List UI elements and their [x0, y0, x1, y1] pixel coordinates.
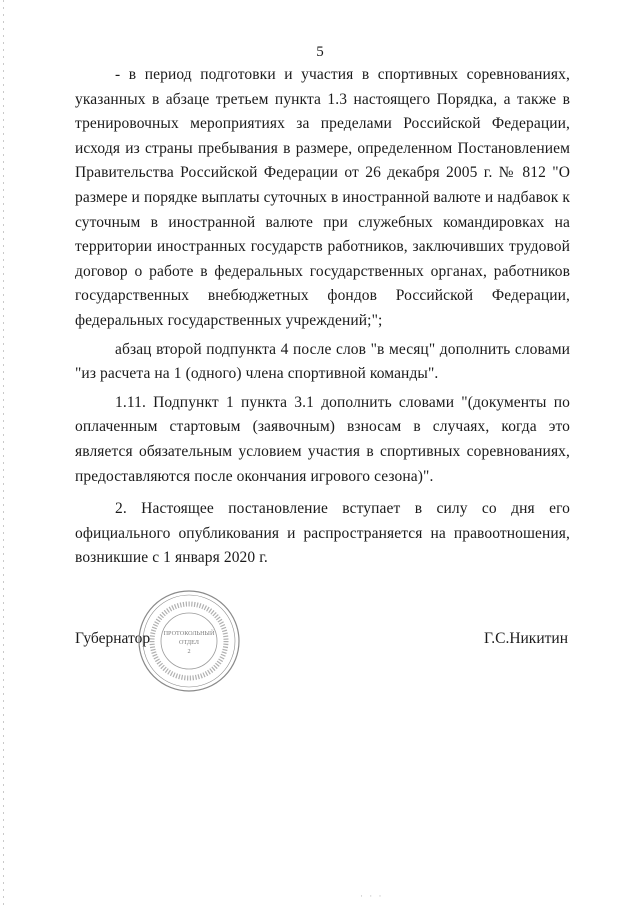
scan-artifact: · · ·	[360, 891, 384, 901]
paragraph-item-1-11: 1.11. Подпункт 1 пункта 3.1 дополнить словами "(документы по оплаченным стартовым (заявочным) взносам в случаях, когда это является обязательным условием участия в спортивных соревнованиях, предоставляются после окончания игрового сезона)".	[75, 393, 570, 485]
signatory-title: Губернатор	[75, 630, 151, 647]
paragraph-subclause-4: абзац второй подпункта 4 после слов "в месяц" дополнить словами "из расчета на 1 (одного) члена спортивной команды".	[75, 340, 570, 383]
page-number: 5	[316, 44, 324, 60]
signatory-name: Г.С.Никитин	[484, 630, 568, 647]
paragraph-daily-allowance: - в период подготовки и участия в спортивных соревнованиях, указанных в абзаце третьем пункта 1.3 настоящего Порядка, а также в тренировочных мероприятиях за пределами Российской Федерации, исходя из страны пребывания в размере, определенном Постановлением Правительства Российской Федерации от 26 декабря 2005 г. № 812 "О размере и порядке выплаты суточных в иностранной валюте и надбавок к суточным в иностранной валюте при служебных командировках на территории иностранных государств работников, заключивших трудовой договор о работе в федеральных государственных органах, работников государственных внебюджетных фондов Российской Федерации, федеральных государственных учреждений;";	[75, 66, 570, 329]
paragraph-effective-date: 2. Настоящее постановление вступает в силу со дня его официального опубликования и распространяется на правоотношения, возникшие с 1 января 2020 г.	[75, 500, 570, 567]
official-seal-stamp	[137, 589, 241, 693]
document-body	[75, 63, 570, 575]
seal-center-line-3: 2	[187, 648, 191, 655]
seal-center-line-2: ОТДЕЛ	[179, 639, 199, 646]
seal-center-line-1: ПРОТОКОЛЬНЫЙ	[163, 630, 215, 637]
scan-edge	[3, 0, 4, 905]
